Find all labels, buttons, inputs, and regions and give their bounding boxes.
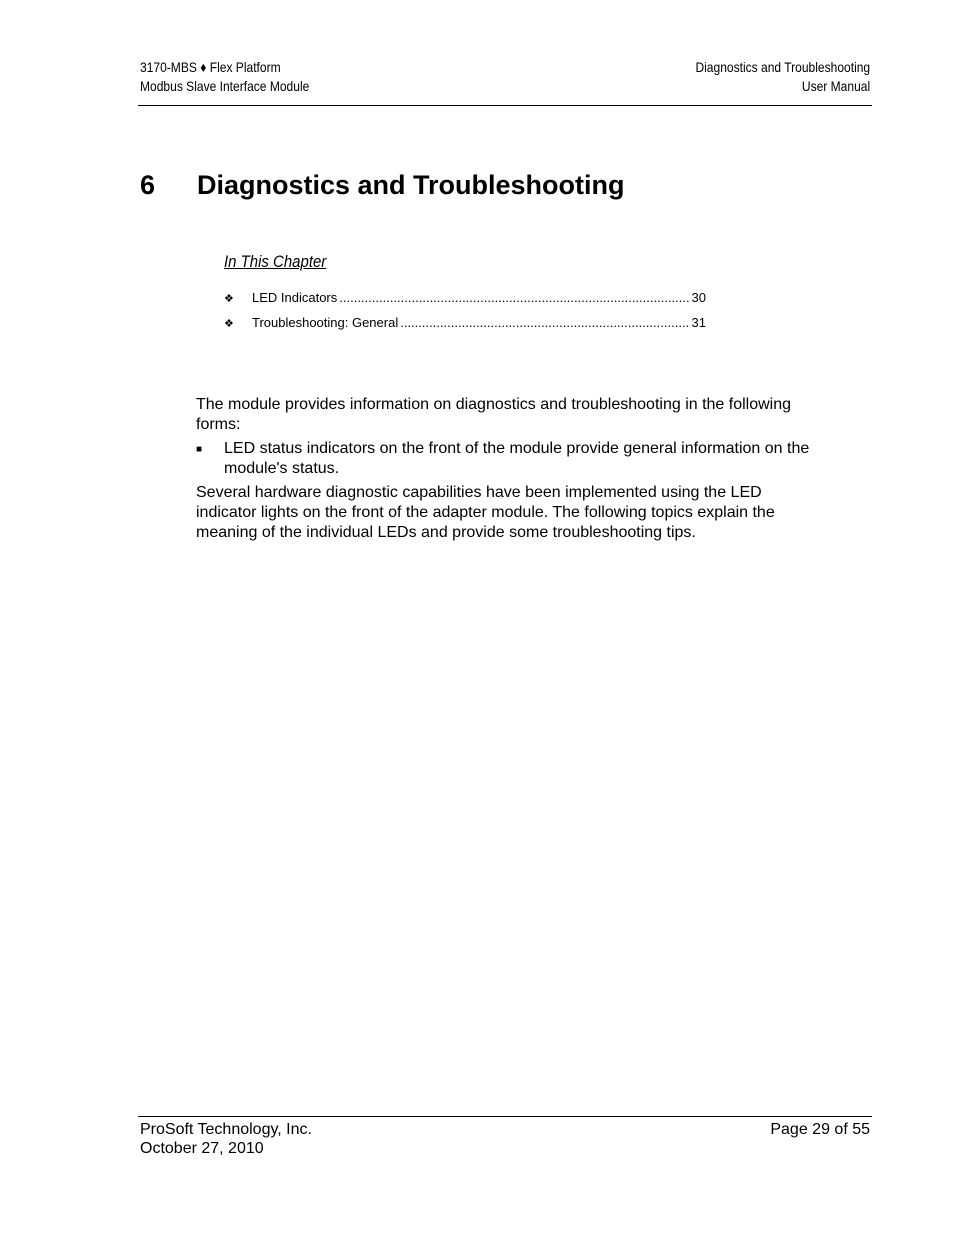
toc-item-label[interactable]: Troubleshooting: General <box>252 315 399 330</box>
footer-divider <box>138 1116 872 1117</box>
square-bullet-icon: ■ <box>196 444 203 455</box>
body-paragraph: Several hardware diagnostic capabilities have been implemented using the LED indicator lights on the front of the adapter module. The following topics explain the meaning of the individual LEDs and provide some troubleshooting tips. <box>196 484 775 541</box>
diamond-bullet-icon: ❖ <box>224 293 234 305</box>
footer-company: ProSoft Technology, Inc. <box>140 1121 312 1138</box>
toc-leader-dots <box>400 315 689 330</box>
toc-leader-dots <box>339 290 689 305</box>
chapter-toc <box>224 290 706 340</box>
intro-paragraph: The module provides information on diagnostics and troubleshooting in the following forms: <box>196 396 792 433</box>
toc-item-label[interactable]: LED Indicators <box>252 290 338 305</box>
toc-item-page: 31 <box>691 315 706 330</box>
footer-left <box>140 1120 312 1158</box>
chapter-title: Diagnostics and Troubleshooting <box>197 170 625 200</box>
footer-date: October 27, 2010 <box>140 1140 264 1157</box>
toc-item[interactable] <box>224 290 706 315</box>
header-doc-type: User Manual <box>801 78 870 94</box>
toc-item-page: 30 <box>691 290 706 305</box>
header-right <box>695 58 870 96</box>
list-item-text: LED status indicators on the front of the module provide general information on the module's status. <box>224 440 810 477</box>
header-divider <box>138 105 872 106</box>
list-item <box>196 439 816 479</box>
chapter-body <box>196 395 816 543</box>
header-module: Modbus Slave Interface Module <box>140 78 310 94</box>
in-this-chapter-heading: In This Chapter <box>224 252 327 271</box>
chapter-heading <box>140 170 625 201</box>
chapter-number: 6 <box>140 170 156 200</box>
page-number: Page 29 of 55 <box>770 1121 870 1138</box>
diamond-bullet-icon: ❖ <box>224 318 234 330</box>
header-product: 3170-MBS ♦ Flex Platform <box>140 59 281 75</box>
toc-item[interactable] <box>224 315 706 340</box>
header-section: Diagnostics and Troubleshooting <box>695 59 870 75</box>
header-left <box>140 58 309 96</box>
footer-right <box>770 1120 870 1139</box>
